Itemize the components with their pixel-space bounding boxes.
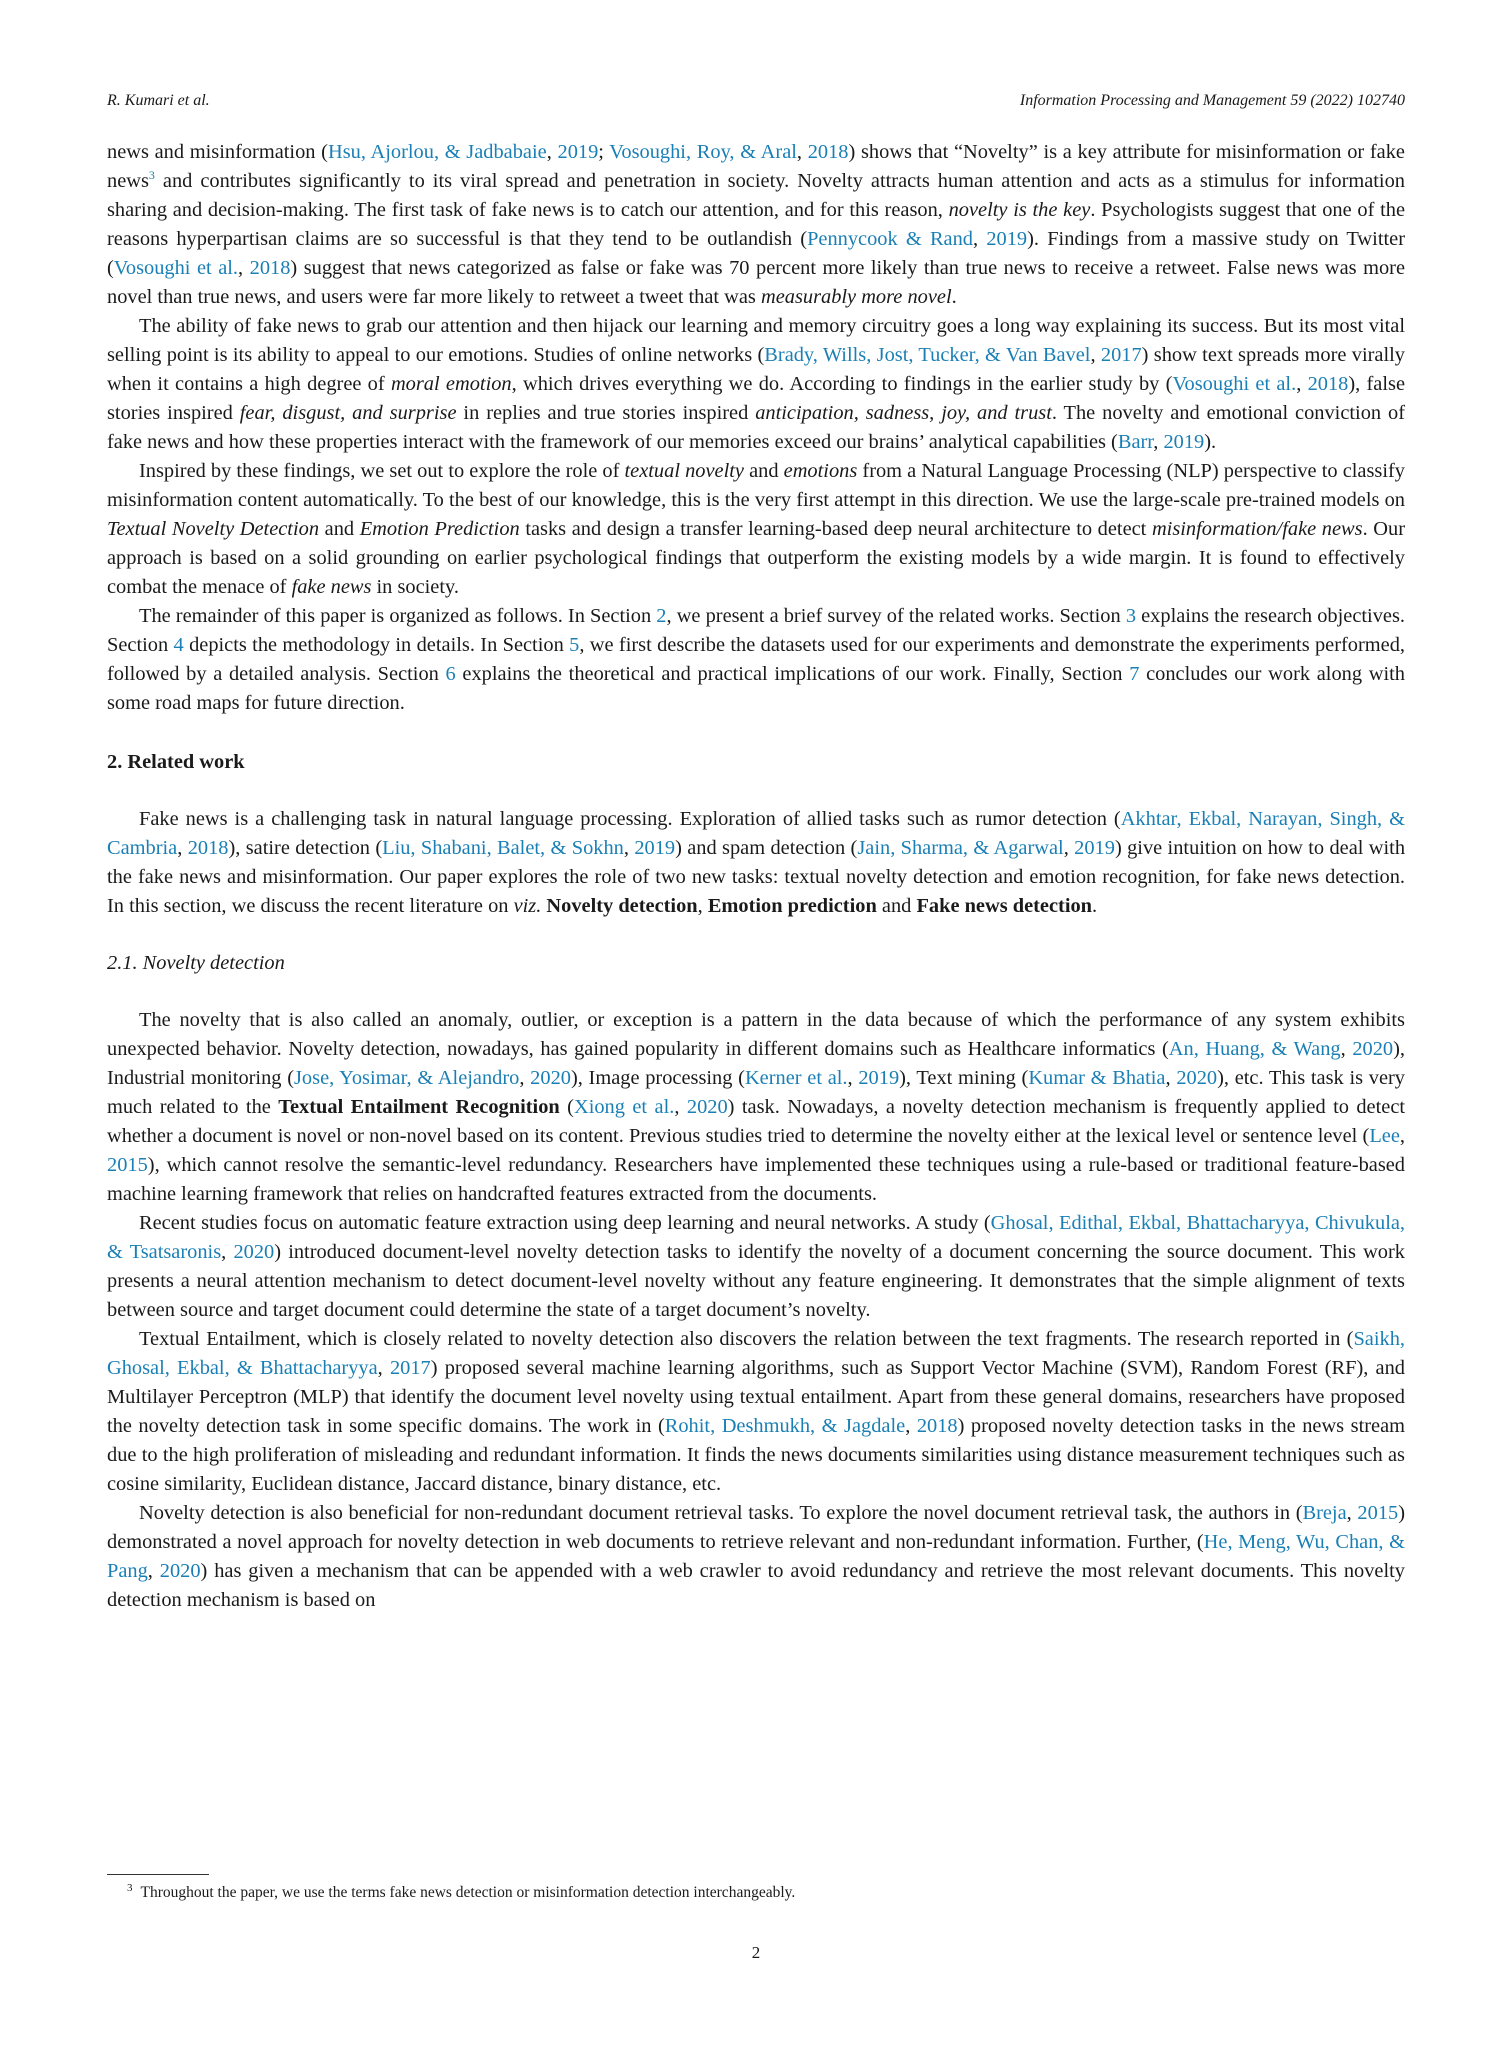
citation-link[interactable]: 2019: [557, 141, 599, 163]
footnote: [127, 1881, 1397, 1902]
citation-link[interactable]: 2017: [389, 1357, 431, 1379]
section-link[interactable]: 2: [656, 605, 667, 627]
paragraph-4: The remainder of this paper is organized as follows. In Section 2, we present a brief survey of the related works. Section 3 explains the research objectives. Section 4 depicts the methodology in details. In Section 5, we first describe the datasets used for our experiments and demonstrate the experiments performed, followed by a detailed analysis. Section 6 explains the theoretical and practical implications of our work. Finally, Section 7 concludes our work along with some road maps for future direction.: [107, 605, 1405, 714]
citation-link[interactable]: 2019: [986, 228, 1028, 250]
citation-link[interactable]: Liu, Shabani, Balet, & Sokhn: [382, 837, 624, 859]
citation-link[interactable]: 2018: [916, 1415, 958, 1437]
citation-link[interactable]: 2018: [807, 141, 849, 163]
citation-link[interactable]: Akhtar, Ekbal, Narayan, Singh, & Cambria: [107, 808, 1405, 859]
section-link[interactable]: 4: [173, 634, 184, 656]
citation-link[interactable]: 2019: [858, 1067, 900, 1089]
citation-link[interactable]: 2020: [1176, 1067, 1218, 1089]
section-heading-related-work: 2. Related work: [107, 751, 245, 773]
citation-link[interactable]: Saikh, Ghosal, Ekbal, & Bhattacharyya: [107, 1328, 1405, 1379]
section-link[interactable]: 6: [445, 663, 456, 685]
citation-link[interactable]: 2020: [686, 1096, 728, 1118]
citation-link[interactable]: Pennycook & Rand: [807, 228, 974, 250]
paragraph-9: Novelty detection is also beneficial for non-redundant document retrieval tasks. To explore the novel document retrieval task, the authors in (Breja, 2015) demonstrated a novel approach for novelty detection in web documents to retrieve relevant and non-redundant information. Further, (He, Meng, Wu, Chan, & Pang, 2020) has given a mechanism that can be appended with a web crawler to avoid redundancy and retrieve the most relevant documents. This novelty detection mechanism is based on: [107, 1502, 1405, 1611]
citation-link[interactable]: 2017: [1100, 344, 1142, 366]
citation-link[interactable]: 2020: [530, 1067, 571, 1089]
section-link[interactable]: 7: [1129, 663, 1140, 685]
paragraph-2: The ability of fake news to grab our attention and then hijack our learning and memory circuitry goes a long way explaining its success. But its most vital selling point is its ability to appeal to our emotions. Studies of online networks (Brady, Wills, Jost, Tucker, & Van Bavel, 2017) show text spreads more virally when it contains a high degree of moral emotion, which drives everything we do. According to findings in the earlier study by (Vosoughi et al., 2018), false stories inspired fear, disgust, and surprise in replies and true stories inspired anticipation, sadness, joy, and trust. The novelty and emotional conviction of fake news and how these properties interact with the framework of our memories exceed our brains’ analytical capabilities (Barr, 2019).: [107, 315, 1406, 453]
subsection-heading-novelty-detection: 2.1. Novelty detection: [107, 952, 285, 974]
citation-link[interactable]: 2020: [233, 1241, 275, 1263]
section-link[interactable]: 5: [569, 634, 580, 656]
citation-link[interactable]: 2015: [1357, 1502, 1399, 1524]
citation-link[interactable]: 2019: [1074, 837, 1115, 859]
citation-link[interactable]: 2019: [634, 837, 676, 859]
citation-link[interactable]: 2020: [1352, 1038, 1394, 1060]
citation-link[interactable]: 2015: [107, 1154, 148, 1176]
footnote-text: Throughout the paper, we use the terms fake news detection or misinformation detection interchangeably.: [140, 1884, 796, 1901]
citation-link[interactable]: Vosoughi et al.: [113, 257, 239, 279]
citation-link[interactable]: He, Meng, Wu, Chan, & Pang: [107, 1531, 1405, 1582]
citation-link[interactable]: Breja: [1302, 1502, 1347, 1524]
citation-link[interactable]: Xiong et al.: [573, 1096, 675, 1118]
citation-link[interactable]: 2018: [249, 257, 291, 279]
paragraph-1: news and misinformation (Hsu, Ajorlou, & Jadbabaie, 2019; Vosoughi, Roy, & Aral, 2018) shows that “Novelty” is a key attribute for misinformation or fake news$^3$ and contributes significantly to its viral spread and penetration in society. Novelty attracts human attention and acts as a stimulus for information sharing and decision-making. The first task of fake news is to catch our attention, and for this reason, novelty is the key. Psychologists suggest that one of the reasons hyperpartisan claims are so successful is that they tend to be outlandish (Pennycook & Rand, 2019). Findings from a massive study on Twitter (Vosoughi et al., 2018) suggest that news categorized as false or fake was 70 percent more likely than true news to receive a retweet. False news was more novel than true news, and users were far more likely to retweet a tweet that was measurably more novel.: [107, 141, 1406, 308]
citation-link[interactable]: 2018: [1307, 373, 1349, 395]
page-number: 2: [751, 1943, 761, 1962]
citation-link[interactable]: Lee: [1369, 1125, 1400, 1147]
citation-link[interactable]: Hsu, Ajorlou, & Jadbabaie: [327, 141, 547, 163]
paragraph-3: Inspired by these findings, we set out to explore the role of textual novelty and emotions from a Natural Language Processing (NLP) perspective to classify misinformation content automatically. To the best of our knowledge, this is the very first attempt in this direction. We use the large-scale pre-trained models on Textual Novelty Detection and Emotion Prediction tasks and design a transfer learning-based deep neural architecture to detect misinformation/fake news. Our approach is based on a solid grounding on earlier psychological findings that outperform the existing models by a wide margin. It is found to effectively combat the menace of fake news in society.: [107, 460, 1405, 598]
citation-link[interactable]: Ghosal, Edithal, Ekbal, Bhattacharyya, Chivukula, & Tsatsaronis: [107, 1212, 1406, 1263]
citation-link[interactable]: Jain, Sharma, & Agarwal: [857, 837, 1064, 859]
citation-link[interactable]: An, Huang, & Wang: [1168, 1038, 1341, 1060]
citation-link[interactable]: Brady, Wills, Jost, Tucker, & Van Bavel: [764, 344, 1091, 366]
citation-link[interactable]: 2020: [159, 1560, 201, 1582]
header-authors: R. Kumari et al.: [107, 92, 210, 109]
citation-link[interactable]: Rohit, Deshmukh, & Jagdale: [664, 1415, 906, 1437]
paragraph-5: Fake news is a challenging task in natural language processing. Exploration of allied tasks such as rumor detection (Akhtar, Ekbal, Narayan, Singh, & Cambria, 2018), satire detection (Liu, Shabani, Balet, & Sokhn, 2019) and spam detection (Jain, Sharma, & Agarwal, 2019) give intuition on how to deal with the fake news and misinformation. Our paper explores the role of two new tasks: textual novelty detection and emotion recognition, for fake news detection. In this section, we discuss the recent literature on viz. Novelty detection, Emotion prediction and Fake news detection.: [107, 808, 1406, 917]
body-text: [107, 138, 1405, 1615]
citation-link[interactable]: Kumar & Bhatia: [1028, 1067, 1166, 1089]
paragraph-8: Textual Entailment, which is closely related to novelty detection also discovers the relation between the text fragments. The research reported in (Saikh, Ghosal, Ekbal, & Bhattacharyya, 2017) proposed several machine learning algorithms, such as Support Vector Machine (SVM), Random Forest (RF), and Multilayer Perceptron (MLP) that identify the document level novelty using textual entailment. Apart from these general domains, researchers have proposed the novelty detection task in some specific domains. The work in (Rohit, Deshmukh, & Jagdale, 2018) proposed novelty detection tasks in the news stream due to the high proliferation of misleading and redundant information. It finds the news documents similarities using distance measurement techniques such as cosine similarity, Euclidean distance, Jaccard distance, binary distance, etc.: [107, 1328, 1405, 1495]
citation-link[interactable]: Barr: [1117, 431, 1154, 453]
citation-link[interactable]: Vosoughi et al.: [1172, 373, 1297, 395]
citation-link[interactable]: Kerner et al.: [744, 1067, 848, 1089]
citation-link[interactable]: 2018: [187, 837, 229, 859]
footnote-marker[interactable]: 3: [148, 168, 155, 183]
citation-link[interactable]: 2019: [1163, 431, 1205, 453]
header-journal: Information Processing and Management 59 (2022) 102740: [1019, 92, 1405, 109]
paragraph-7: Recent studies focus on automatic feature extraction using deep learning and neural networks. A study (Ghosal, Edithal, Ekbal, Bhattacharyya, Chivukula, & Tsatsaronis, 2020) introduced document-level novelty detection tasks to identify the novelty of a document concerning the source document. This work presents a neural attention mechanism to detect document-level novelty without any feature engineering. It demonstrates that the simple alignment of texts between source and target document could determine the state of a target document’s novelty.: [107, 1212, 1406, 1321]
footnote-number: 3: [127, 1881, 133, 1894]
citation-link[interactable]: Jose, Yosimar, & Alejandro: [294, 1067, 520, 1089]
paragraph-6: The novelty that is also called an anomaly, outlier, or exception is a pattern in the data because of which the performance of any system exhibits unexpected behavior. Novelty detection, nowadays, has gained popularity in different domains such as Healthcare informatics (An, Huang, & Wang, 2020), Industrial monitoring (Jose, Yosimar, & Alejandro, 2020), Image processing (Kerner et al., 2019), Text mining (Kumar & Bhatia, 2020), etc. This task is very much related to the Textual Entailment Recognition (Xiong et al., 2020) task. Nowadays, a novelty detection mechanism is frequently applied to detect whether a document is novel or non-novel based on its content. Previous studies tried to determine the novelty either at the lexical level or sentence level (Lee, 2015), which cannot resolve the semantic-level redundancy. Researchers have implemented these techniques using a rule-based or traditional feature-based machine learning framework that relies on handcrafted features extracted from the documents.: [107, 1009, 1406, 1205]
citation-link[interactable]: Vosoughi, Roy, & Aral: [609, 141, 797, 163]
section-link[interactable]: 3: [1125, 605, 1137, 627]
footnote-rule: [107, 1874, 209, 1875]
